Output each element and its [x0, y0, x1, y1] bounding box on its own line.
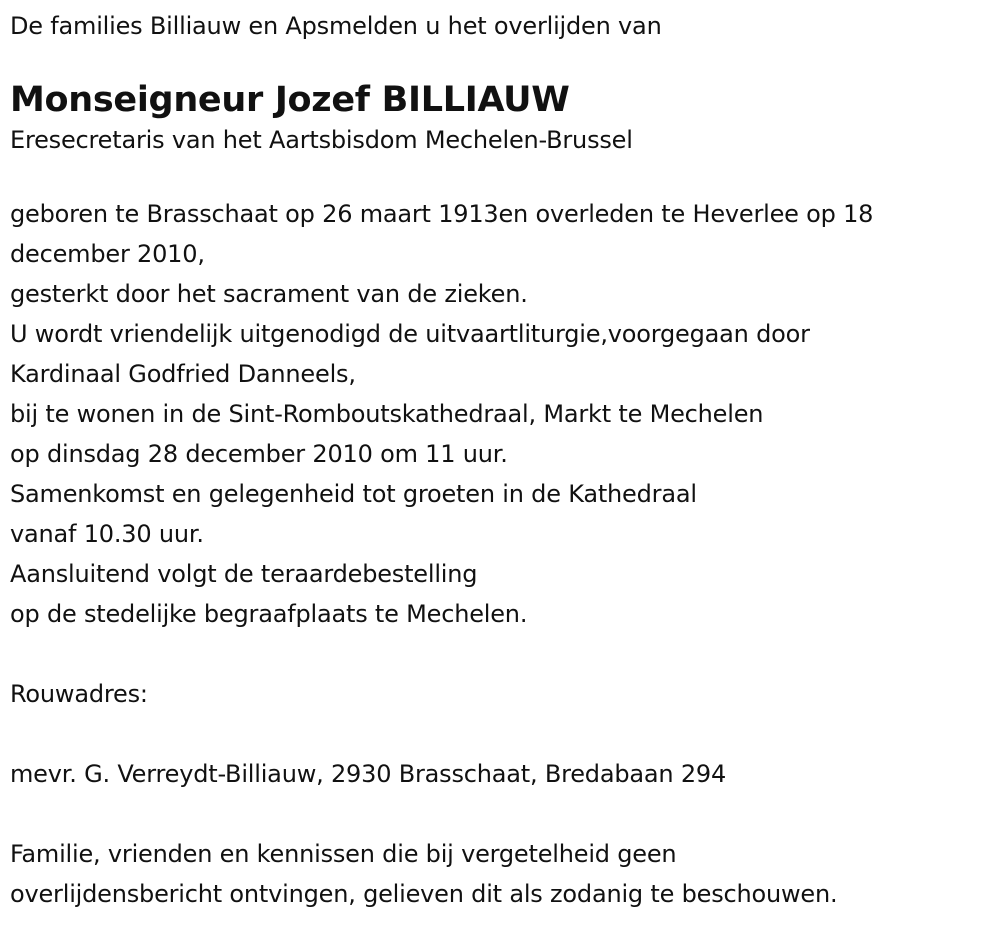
spacer: [10, 794, 985, 834]
spacer: [10, 154, 985, 194]
deceased-name: Monseigneur Jozef BILLIAUW: [10, 80, 570, 120]
closing-line: overlijdensbericht ontvingen, gelieven dit als zodanig te beschouwen.: [10, 880, 838, 908]
body-line: gesterkt door het sacrament van de zieken.: [10, 280, 528, 308]
closing-line: Familie, vrienden en kennissen die bij vergetelheid geen: [10, 840, 677, 868]
body-line: vanaf 10.30 uur.: [10, 520, 204, 548]
spacer: [10, 714, 985, 754]
body-line: op de stedelijke begraafplaats te Mechelen.: [10, 600, 528, 628]
mourning-address: mevr. G. Verreydt-Billiauw, 2930 Brasschaat, Bredabaan 294: [10, 760, 727, 788]
address-label: Rouwadres:: [10, 680, 148, 708]
body-line: U wordt vriendelijk uitgenodigd de uitvaartliturgie,voorgegaan door: [10, 320, 810, 348]
body-line: december 2010,: [10, 240, 205, 268]
spacer: [10, 634, 985, 674]
body-line: Samenkomst en gelegenheid tot groeten in de Kathedraal: [10, 480, 697, 508]
body-line: Aansluitend volgt de teraardebestelling: [10, 560, 478, 588]
body-line: Kardinaal Godfried Danneels,: [10, 360, 356, 388]
death-notice: [10, 6, 985, 914]
body-line: geboren te Brasschaat op 26 maart 1913en overleden te Heverlee op 18: [10, 200, 874, 228]
deceased-title: Eresecretaris van het Aartsbisdom Mechelen-Brussel: [10, 126, 633, 154]
intro-line: De families Billiauw en Apsmelden u het overlijden van: [10, 12, 662, 40]
closing-text: [10, 834, 985, 914]
body-line: bij te wonen in de Sint-Romboutskathedraal, Markt te Mechelen: [10, 400, 764, 428]
body-line: op dinsdag 28 december 2010 om 11 uur.: [10, 440, 508, 468]
notice-body: [10, 194, 985, 634]
